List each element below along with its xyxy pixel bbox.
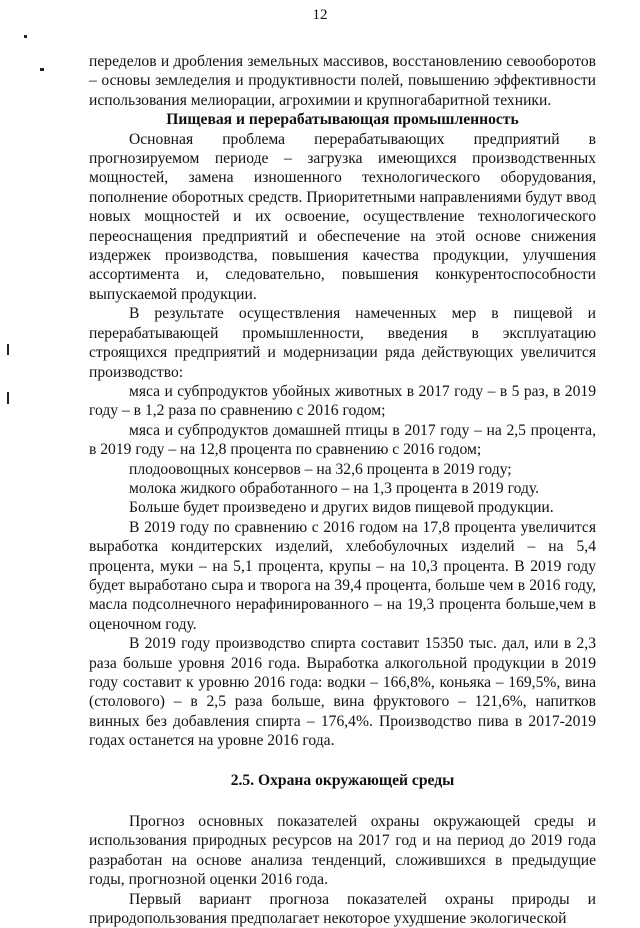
paragraph: Основная проблема перерабатывающих предприятий в прогнозируемом периоде – загрузка имеющихся производственных мощностей, замена изношенного технологического оборудования, пополнение оборотных средств. Приоритетными направлениями будут ввод новых мощностей и их освоение, осуществление технологического переоснащения предприятий и обеспечение на этой основе снижения издержек производства, повышения качества продукции, улучшения ассортимента и, следовательно, повышения конкурентоспособности выпускаемой продукции.	[89, 130, 596, 303]
document-body	[89, 52, 596, 928]
paragraph: В 2019 году по сравнению с 2016 годом на 17,8 процента увеличится выработка кондитерских изделий, хлебобулочных изделий – на 5,4 процента, муки – на 5,1 процента, крупы – на 10,3 процента. В 2019 году будет выработано сыра и творога на 39,4 процента, больше чем в 2016 году, масла подсолнечного нерафинированного – на 19,3 процента больше,чем в оценочном году.	[89, 518, 596, 633]
spacer	[89, 790, 596, 812]
scan-mark	[7, 344, 9, 355]
paragraph: Больше будет произведено и других видов пищевой продукции.	[129, 499, 554, 517]
scan-mark	[24, 35, 27, 38]
paragraph: Первый вариант прогноза показателей охраны природы и природопользования предполагает некоторое ухудшение экологической	[89, 890, 596, 928]
list-item: мяса и субпродуктов убойных животных в 2017 году – в 5 раз, в 2019 году – в 1,2 раза по сравнению с 2016 годом;	[89, 382, 596, 420]
scan-mark	[7, 392, 9, 404]
section-heading: 2.5. Охрана окружающей среды	[230, 771, 455, 789]
paragraph: В результате осуществления намеченных мер в пищевой и перерабатывающей промышленности, введения в эксплуатацию строящихся предприятий и модернизации ряда действующих увеличится производство:	[89, 305, 596, 381]
page-number: 12	[312, 7, 328, 23]
paragraph: переделов и дробления земельных массивов, восстановлению севооборотов – основы земледелия и продуктивности полей, повышению эффективности использования мелиорации, агрохимии и крупногабаритной техники.	[89, 53, 596, 109]
list-item: мяса и субпродуктов домашней птицы в 2017 году – на 2,5 процента, в 2019 году – на 12,8 процента по сравнению с 2016 годом;	[89, 421, 596, 459]
scan-mark	[40, 68, 44, 71]
paragraph: В 2019 году производство спирта составит 15350 тыс. дал, или в 2,3 раза больше уровня 2016 года. Выработка алкогольной продукции в 2019 году составит к уровню 2016 года: водки – 166,8%, коньяка – 169,5%, вина (столового) – в 2,5 раза больше, вина фруктового – 121,6%, напитков винных без добавления спирта – 176,4%. Производство пива в 2017-2019 годах останется на уровне 2016 года.	[89, 635, 596, 750]
list-item: плодоовощных консервов – на 32,6 процента в 2019 году;	[129, 460, 512, 478]
section-subheading: Пищевая и перерабатывающая промышленность	[166, 111, 519, 129]
spacer	[89, 751, 596, 771]
paragraph: Прогноз основных показателей охраны окружающей среды и использования природных ресурсов на 2017 год и на период до 2019 года разработан на основе анализа тенденций, сложившихся в предыдущие годы, прогнозной оценки 2016 года.	[89, 813, 596, 889]
list-item: молока жидкого обработанного – на 1,3 процента в 2019 году.	[129, 479, 540, 497]
